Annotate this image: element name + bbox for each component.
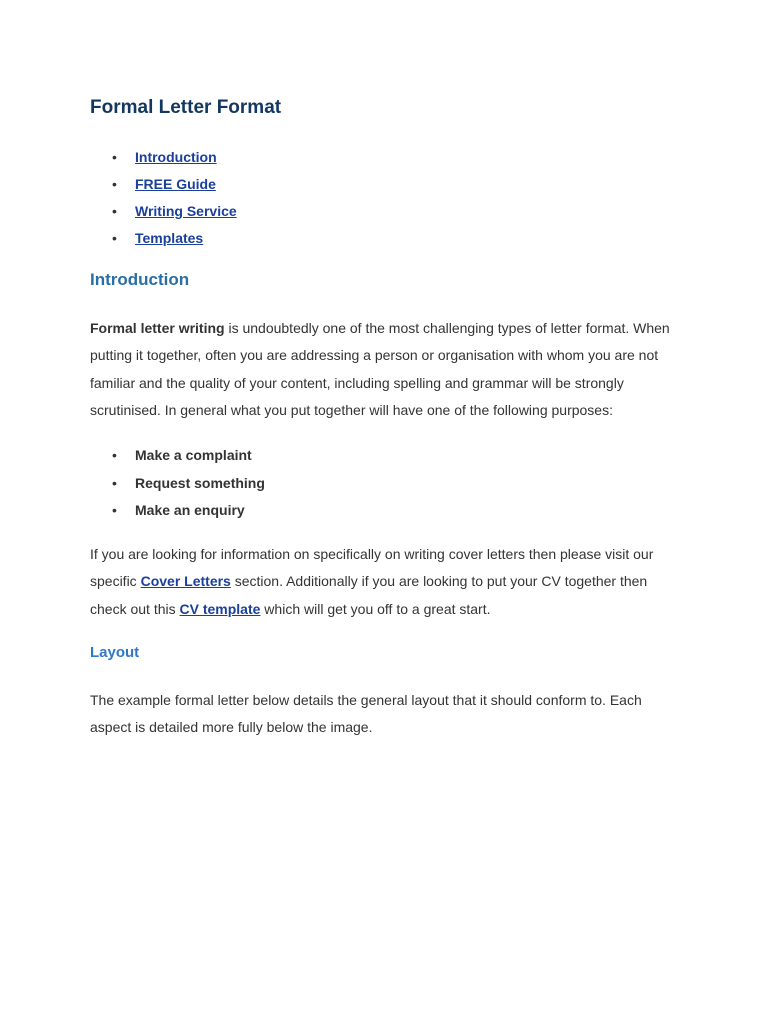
paragraph-text: which will get you off to a great start. xyxy=(260,600,491,617)
cover-letters-link[interactable]: Cover Letters xyxy=(140,573,231,590)
introduction-heading: Introduction xyxy=(90,270,190,289)
page-title: Formal Letter Format xyxy=(90,97,282,118)
cover-letters-paragraph xyxy=(90,541,682,623)
intro-paragraph-text: is undoubtedly one of the most challenging types of letter format. When putting it together, often you are addressing a person or organisation with whom you are not familiar and the quality of your content, including spelling and grammar will be strongly scrutinised. In general what you put together will have one of the following purposes: xyxy=(90,320,670,418)
bullet-icon: • xyxy=(112,502,117,518)
purposes-list xyxy=(90,445,265,528)
toc-item-writing-service xyxy=(90,201,237,228)
toc-link-templates[interactable]: Templates xyxy=(135,230,204,246)
list-item xyxy=(90,500,265,528)
bullet-icon: • xyxy=(112,474,117,491)
table-of-contents xyxy=(90,147,237,255)
bullet-icon: • xyxy=(112,176,117,192)
list-item xyxy=(90,445,265,473)
paragraph-text: If you are looking for information on specifically on writing cover letters then please visit our specific xyxy=(90,546,654,590)
cv-template-link[interactable]: CV template xyxy=(179,600,261,617)
toc-item-templates xyxy=(90,228,237,255)
purpose-text: Request something xyxy=(135,474,265,491)
intro-paragraph xyxy=(90,315,682,424)
toc-link-free-guide[interactable]: FREE Guide xyxy=(135,176,216,192)
bullet-icon: • xyxy=(112,203,117,219)
toc-item-free-guide xyxy=(90,174,237,201)
bullet-icon: • xyxy=(112,447,117,463)
toc-item-introduction xyxy=(90,147,237,174)
purpose-text: Make a complaint xyxy=(135,447,252,463)
layout-paragraph: The example formal letter below details the general layout that it should conform to. Each aspect is detailed more fully below the image. xyxy=(90,692,642,736)
bullet-icon: • xyxy=(112,230,117,246)
paragraph-text: section. Additionally if you are looking to put your CV together then check out this xyxy=(90,573,648,617)
list-item xyxy=(90,473,265,501)
purpose-text: Make an enquiry xyxy=(135,502,245,518)
intro-bold-phrase: Formal letter writing xyxy=(90,320,225,336)
bullet-icon: • xyxy=(112,149,117,165)
layout-heading: Layout xyxy=(90,644,140,661)
toc-link-writing-service[interactable]: Writing Service xyxy=(135,203,237,219)
toc-link-introduction[interactable]: Introduction xyxy=(135,149,217,165)
